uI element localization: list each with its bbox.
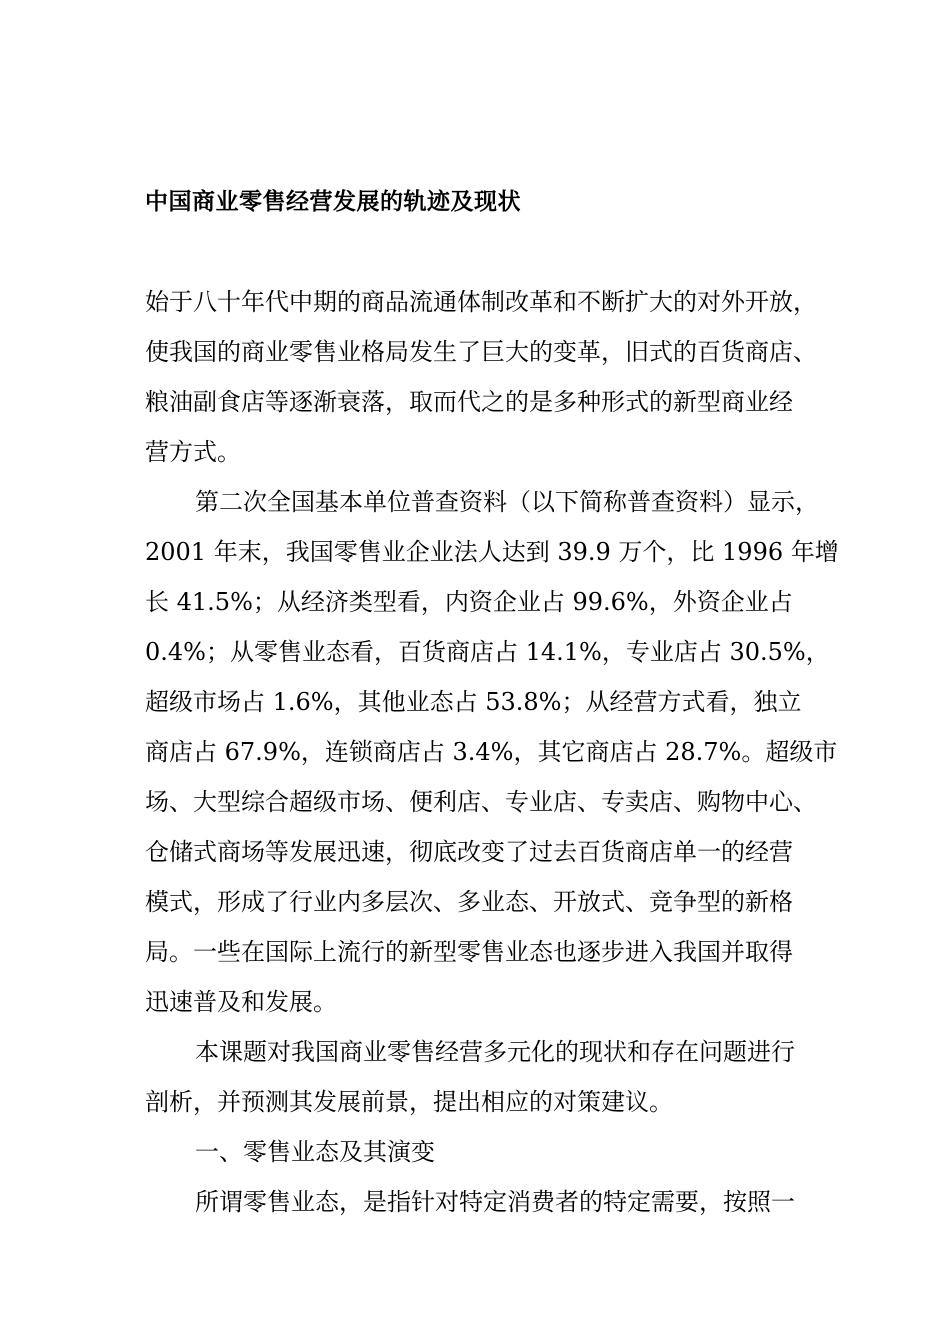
paragraph-line: 2001 年末，我国零售业企业法人达到 39.9 万个，比 1996 年增 bbox=[145, 538, 839, 566]
paragraph-line: 仓储式商场等发展迅速，彻底改变了过去百货商店单一的经营 bbox=[145, 838, 793, 866]
section-heading: 一、零售业态及其演变 bbox=[195, 1138, 435, 1166]
paragraph-line: 商店占 67.9%，连锁商店占 3.4%，其它商店占 28.7%。超级市 bbox=[145, 738, 838, 766]
paragraph-line: 超级市场占 1.6%，其他业态占 53.8%；从经营方式看，独立 bbox=[145, 688, 802, 716]
paragraph-line: 始于八十年代中期的商品流通体制改革和不断扩大的对外开放， bbox=[145, 288, 817, 316]
paragraph-line: 使我国的商业零售业格局发生了巨大的变革，旧式的百货商店、 bbox=[145, 338, 817, 366]
paragraph-line: 0.4%；从零售业态看，百货商店占 14.1%，专业店占 30.5%， bbox=[145, 638, 830, 666]
paragraph-line: 粮油副食店等逐渐衰落，取而代之的是多种形式的新型商业经 bbox=[145, 388, 793, 416]
paragraph-line: 营方式。 bbox=[145, 438, 241, 466]
document-title: 中国商业零售经营发展的轨迹及现状 bbox=[145, 189, 521, 215]
paragraph-line: 剖析，并预测其发展前景，提出相应的对策建议。 bbox=[145, 1088, 673, 1116]
paragraph-line: 第二次全国基本单位普查资料（以下简称普查资料）显示， bbox=[195, 488, 819, 516]
paragraph-line: 迅速普及和发展。 bbox=[145, 988, 337, 1016]
paragraph-line: 本课题对我国商业零售经营多元化的现状和存在问题进行 bbox=[195, 1038, 795, 1066]
paragraph-line: 长 41.5%；从经济类型看，内资企业占 99.6%，外资企业占 bbox=[145, 588, 793, 616]
paragraph-line: 模式，形成了行业内多层次、多业态、开放式、竞争型的新格 bbox=[145, 888, 793, 916]
paragraph-line: 所谓零售业态，是指针对特定消费者的特定需要，按照一 bbox=[195, 1188, 795, 1216]
paragraph-line: 场、大型综合超级市场、便利店、专业店、专卖店、购物中心、 bbox=[145, 788, 817, 816]
paragraph-line: 局。一些在国际上流行的新型零售业态也逐步进入我国并取得 bbox=[145, 938, 793, 966]
